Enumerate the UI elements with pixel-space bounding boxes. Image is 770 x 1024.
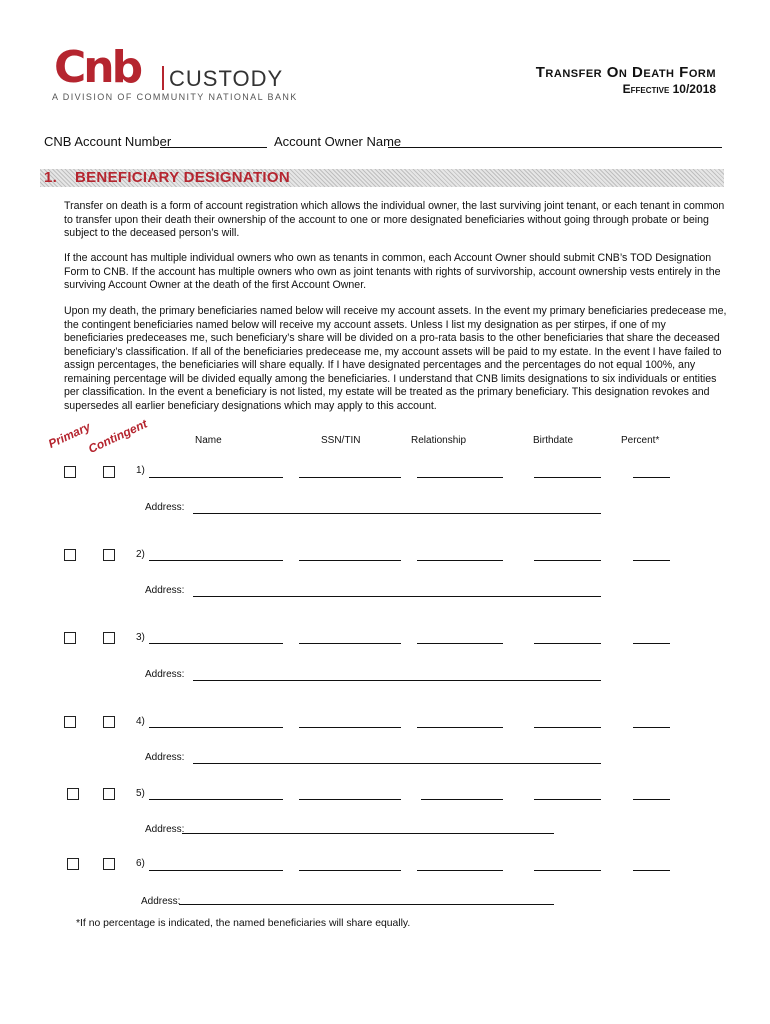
logo-divider	[162, 66, 164, 90]
row6-birthdate-field[interactable]	[534, 870, 601, 871]
row1-percent-field[interactable]	[633, 477, 670, 478]
row2-ssn-field[interactable]	[299, 560, 401, 561]
logo-division: A DIVISION OF COMMUNITY NATIONAL BANK	[52, 92, 298, 102]
row6-name-field[interactable]	[149, 870, 283, 871]
column-birthdate: Birthdate	[533, 435, 574, 446]
row1-ssn-field[interactable]	[299, 477, 401, 478]
row1-address-label: Address:	[145, 502, 185, 513]
row4-primary-checkbox[interactable]	[64, 716, 76, 728]
row5-number: 5)	[136, 788, 145, 799]
row4-percent-field[interactable]	[633, 727, 670, 728]
row4-relationship-field[interactable]	[417, 727, 503, 728]
row4-address-label: Address:	[145, 752, 185, 763]
row6-number: 6)	[136, 858, 145, 869]
row1-birthdate-field[interactable]	[534, 477, 601, 478]
row5-name-field[interactable]	[149, 799, 283, 800]
row1-relationship-field[interactable]	[417, 477, 503, 478]
row1-primary-checkbox[interactable]	[64, 466, 76, 478]
account-number-label: CNB Account Number	[44, 134, 172, 149]
row4-address-field[interactable]	[193, 763, 601, 764]
form-title: Transfer On Death Form	[535, 64, 716, 81]
row6-relationship-field[interactable]	[417, 870, 503, 871]
row1-number: 1)	[136, 465, 145, 476]
row3-address-label: Address:	[145, 669, 185, 680]
row5-primary-checkbox[interactable]	[67, 788, 79, 800]
row2-contingent-checkbox[interactable]	[103, 549, 115, 561]
row2-address-label: Address:	[145, 585, 185, 596]
section-title-text: BENEFICIARY DESIGNATION	[75, 169, 290, 186]
row1-address-field[interactable]	[193, 513, 601, 514]
row3-address-field[interactable]	[193, 680, 601, 681]
row2-percent-field[interactable]	[633, 560, 670, 561]
row5-birthdate-field[interactable]	[534, 799, 601, 800]
logo-brand: Cnb	[54, 42, 141, 93]
column-percent: Percent*	[621, 435, 660, 446]
row2-relationship-field[interactable]	[417, 560, 503, 561]
paragraph-designation-terms: Upon my death, the primary beneficiaries named below will receive my account assets. In the event my primary beneficiaries predecease me, the contingent beneficiaries named below will receive my account assets. Unless I list my designation as per stirpes, if one of my beneficiaries predeceases me, such beneficiary’s share will be divided on a pro-rata basis to the other beneficiaries that share the deceased beneficiary’s classification. If all of the beneficiaries predecease me, my account assets will be paid to my estate. In the event I have failed to assign percentages, the beneficiaries will share equally. If I have designated percentages and the percentages do not equal 100%, any remaining percentage will be divided equally among the beneficiaries. I understand that CNB limits designations to six individuals or entities per classification. In the event a beneficiary is not listed, my estate will be treated as the primary beneficiary. This designation revokes and supersedes all earlier beneficiary designations which may apply to this account.	[64, 305, 727, 412]
row6-address-label: Address:	[141, 896, 181, 907]
row5-percent-field[interactable]	[633, 799, 670, 800]
row2-birthdate-field[interactable]	[534, 560, 601, 561]
row5-address-field[interactable]	[182, 833, 554, 834]
row6-contingent-checkbox[interactable]	[103, 858, 115, 870]
row3-percent-field[interactable]	[633, 643, 670, 644]
row4-ssn-field[interactable]	[299, 727, 401, 728]
cnb-custody-logo	[44, 42, 298, 104]
column-name: Name	[195, 435, 222, 446]
account-owner-label: Account Owner Name	[274, 134, 402, 149]
row5-contingent-checkbox[interactable]	[103, 788, 115, 800]
row6-primary-checkbox[interactable]	[67, 858, 79, 870]
row6-percent-field[interactable]	[633, 870, 670, 871]
row3-relationship-field[interactable]	[417, 643, 503, 644]
row3-contingent-checkbox[interactable]	[103, 632, 115, 644]
row6-ssn-field[interactable]	[299, 870, 401, 871]
paragraph-multiple-owners: If the account has multiple individual owners who own as tenants in common, each Account Owner should submit CNB’s TOD Designation Form to CNB. If the account has multiple owners who own as joint tenants with rights of survivorship, account ownership vests entirely in the surviving Account Owner at the death of the first Account Owner.	[64, 252, 721, 291]
column-ssn-tin: SSN/TIN	[321, 435, 361, 446]
section-title	[44, 169, 290, 187]
row4-contingent-checkbox[interactable]	[103, 716, 115, 728]
effective-date: Effective 10/2018	[622, 82, 716, 96]
row4-birthdate-field[interactable]	[534, 727, 601, 728]
row2-number: 2)	[136, 549, 145, 560]
row3-birthdate-field[interactable]	[534, 643, 601, 644]
footnote: *If no percentage is indicated, the named beneficiaries will share equally.	[76, 918, 411, 929]
row2-address-field[interactable]	[193, 596, 601, 597]
row1-name-field[interactable]	[149, 477, 283, 478]
logo-product: CUSTODY	[169, 66, 284, 91]
paragraph-tod-definition: Transfer on death is a form of account registration which allows the individual owner, the last surviving joint tenant, or each tenant in common to transfer upon their death their ownership of the account to one or more designated beneficiaries without going through probate or being subject to the deceased person’s will.	[64, 200, 725, 239]
row2-primary-checkbox[interactable]	[64, 549, 76, 561]
row5-relationship-field[interactable]	[421, 799, 503, 800]
contingent-column-label: Contingent	[86, 416, 150, 456]
section-number: 1.	[44, 169, 58, 186]
row5-ssn-field[interactable]	[299, 799, 401, 800]
row6-address-field[interactable]	[179, 904, 554, 905]
account-number-field[interactable]	[160, 147, 267, 148]
account-owner-field[interactable]	[388, 147, 722, 148]
row3-name-field[interactable]	[149, 643, 283, 644]
primary-column-label: Primary	[46, 419, 93, 451]
column-relationship: Relationship	[411, 435, 467, 446]
row1-contingent-checkbox[interactable]	[103, 466, 115, 478]
row2-name-field[interactable]	[149, 560, 283, 561]
row3-ssn-field[interactable]	[299, 643, 401, 644]
row3-number: 3)	[136, 632, 145, 643]
row4-name-field[interactable]	[149, 727, 283, 728]
row4-number: 4)	[136, 716, 145, 727]
row3-primary-checkbox[interactable]	[64, 632, 76, 644]
row5-address-label: Address:	[145, 824, 185, 835]
